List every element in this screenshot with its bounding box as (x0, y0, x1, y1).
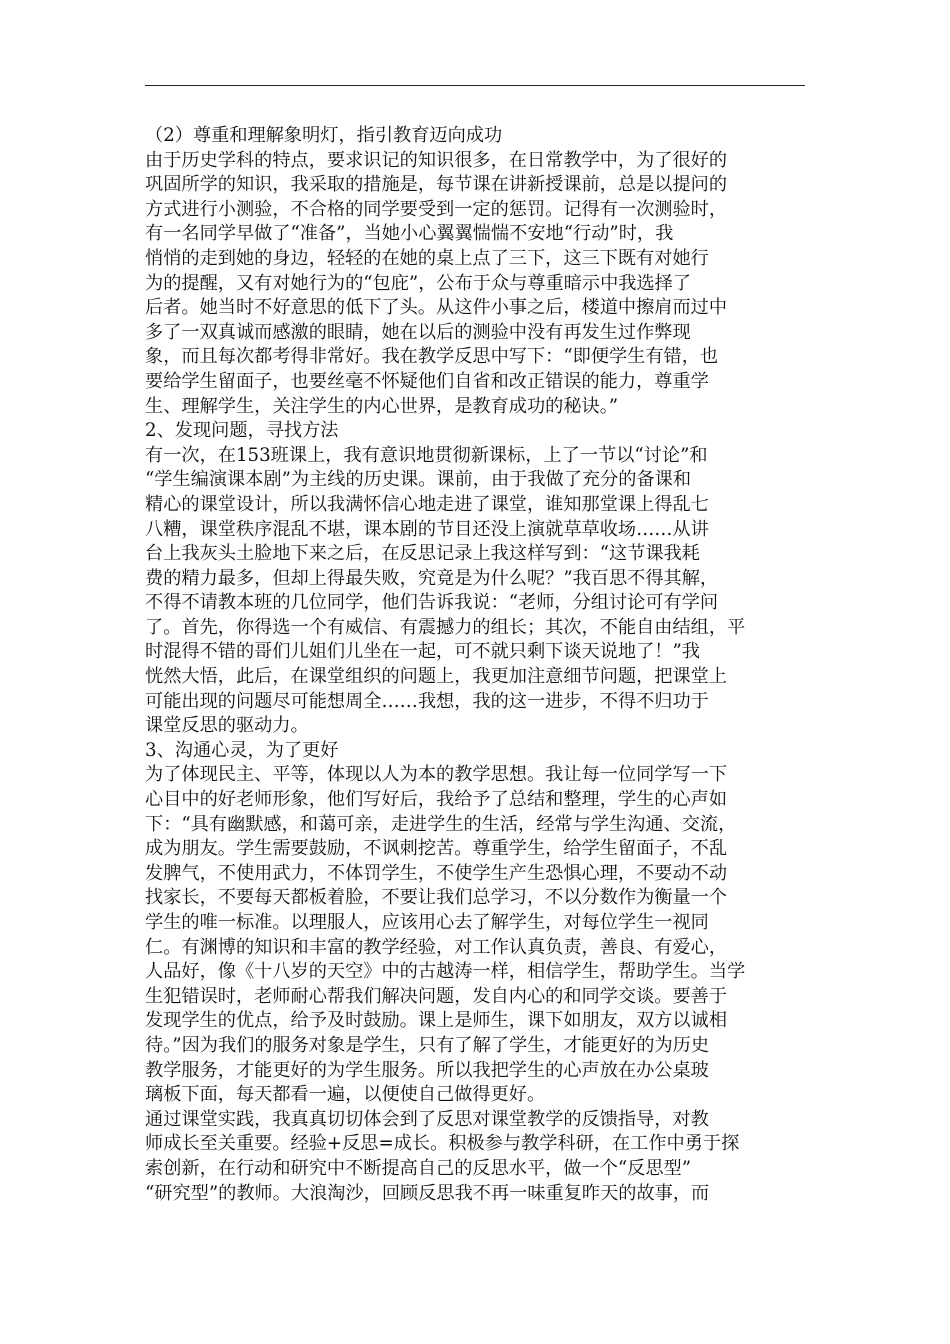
text-line: 璃板下面，每天都看一遍，以便使自己做得更好。 (145, 1084, 546, 1106)
text-line: 发脾气，不使用武力，不体罚学生，不使学生产生恐惧心理，不要动不动 (145, 862, 728, 884)
text-line: 找家长，不要每天都板着脸，不要让我们总学习，不以分数作为衡量一个 (145, 887, 728, 909)
text-line: 不得不请教本班的几位同学，他们告诉我说：“老师，分组讨论可有学问 (145, 592, 719, 614)
text-line: 台上我灰头土脸地下来之后，在反思记录上我这样写到：“这节课我耗 (145, 543, 700, 565)
text-line: “学生编演课本剧”为主线的历史课。课前，由于我做了充分的备课和 (145, 469, 692, 491)
text-line: 恍然大悟，此后，在课堂组织的问题上，我更加注意细节问题，把课堂上 (145, 666, 728, 688)
text-line: 下：“具有幽默感，和蔼可亲，走进学生的生活，经常与学生沟通、交流， (145, 813, 737, 835)
text-line: 生犯错误时，老师耐心帮我们解决问题，发自内心的和同学交谈。要善于 (145, 985, 728, 1007)
text-line: 方式进行小测验，不合格的同学要受到一定的惩罚。记得有一次测验时， (145, 198, 728, 220)
text-line: 师成长至关重要。经验+反思=成长。积极参与教学科研，在工作中勇于探 (145, 1133, 740, 1155)
text-line: 有一次，在153班课上，我有意识地贯彻新课标，上了一节以“讨论”和 (145, 444, 708, 466)
text-line: 象，而且每次都考得非常好。我在教学反思中写下：“即便学生有错，也 (145, 346, 719, 368)
text-line: 可能出现的问题尽可能想周全……我想，我的这一进步，不得不归功于 (145, 690, 709, 712)
text-line: 课堂反思的驱动力。 (145, 715, 309, 737)
text-line: 仁。有渊博的知识和丰富的教学经验，对工作认真负责，善良、有爱心， (145, 936, 728, 958)
text-line: 生、理解学生，关注学生的内心世界，是教育成功的秘诀。” (145, 395, 619, 417)
header-rule (145, 85, 805, 86)
text-line: 人品好，像《十八岁的天空》中的古越涛一样，相信学生，帮助学生。当学 (145, 961, 746, 983)
text-line: 费的精力最多，但却上得最失败，究竟是为什么呢？”我百思不得其解， (145, 567, 719, 589)
text-line: 精心的课堂设计，所以我满怀信心地走进了课堂，谁知那堂课上得乱七 (145, 493, 709, 515)
text-line: 通过课堂实践，我真真切切体会到了反思对课堂教学的反馈指导，对教 (145, 1108, 709, 1130)
section-heading: 3、沟通心灵，为了更好 (145, 739, 339, 761)
text-line: 索创新，在行动和研究中不断提高自己的反思水平，做一个“反思型” (145, 1157, 692, 1179)
section-heading: （2）尊重和理解象明灯，指引教育迈向成功 (145, 125, 503, 146)
text-line: 待。”因为我们的服务对象是学生，只有了解了学生，才能更好的为历史 (145, 1034, 710, 1056)
text-line: 巩固所学的知识，我采取的措施是，每节课在讲新授课前，总是以提问的 (145, 174, 728, 196)
text-line: 后者。她当时不好意思的低下了头。从这件小事之后，楼道中擦肩而过中 (145, 297, 728, 319)
text-line: 八糟，课堂秩序混乱不堪，课本剧的节目还没上演就草草收场……从讲 (145, 518, 709, 540)
text-line: 为的提醒，又有对她行为的“包庇”，公布于众与尊重暗示中我选择了 (145, 272, 692, 294)
body-text (145, 124, 809, 1206)
text-line: 要给学生留面子，也要丝毫不怀疑他们自省和改正错误的能力，尊重学 (145, 370, 709, 392)
text-line: 成为朋友。学生需要鼓励，不讽刺挖苦。尊重学生，给学生留面子，不乱 (145, 838, 728, 860)
text-line: 悄悄的走到她的身边，轻轻的在她的桌上点了三下，这三下既有对她行 (145, 247, 709, 269)
text-line: 多了一双真诚而感激的眼睛，她在以后的测验中没有再发生过作弊现 (145, 321, 691, 343)
text-line: 教学服务，才能更好的为学生服务。所以我把学生的心声放在办公桌玻 (145, 1059, 709, 1081)
text-line: 了。首先，你得选一个有威信、有震撼力的组长；其次，不能自由结组，平 (145, 616, 746, 638)
text-line: 心目中的好老师形象，他们写好后，我给予了总结和整理，学生的心声如 (145, 789, 728, 811)
text-line: 为了体现民主、平等，体现以人为本的教学思想。我让每一位同学写一下 (145, 764, 728, 786)
text-line: “研究型”的教师。大浪淘沙，回顾反思我不再一味重复昨天的故事，而 (145, 1182, 710, 1204)
text-line: 学生的唯一标准。以理服人，应该用心去了解学生，对每位学生一视同 (145, 912, 709, 933)
text-line: 由于历史学科的特点，要求识记的知识很多，在日常教学中，为了很好的 (145, 149, 728, 171)
section-heading: 2、发现问题，寻找方法 (145, 420, 339, 442)
text-line: 发现学生的优点，给予及时鼓励。课上是师生，课下如朋友，双方以诚相 (145, 1010, 728, 1032)
text-line: 时混得不错的哥们儿姐们儿坐在一起，可不就只剩下谈天说地了！”我 (145, 641, 700, 663)
text-line: 有一名同学早做了“准备”，当她小心翼翼惴惴不安地“行动”时，我 (145, 223, 674, 245)
